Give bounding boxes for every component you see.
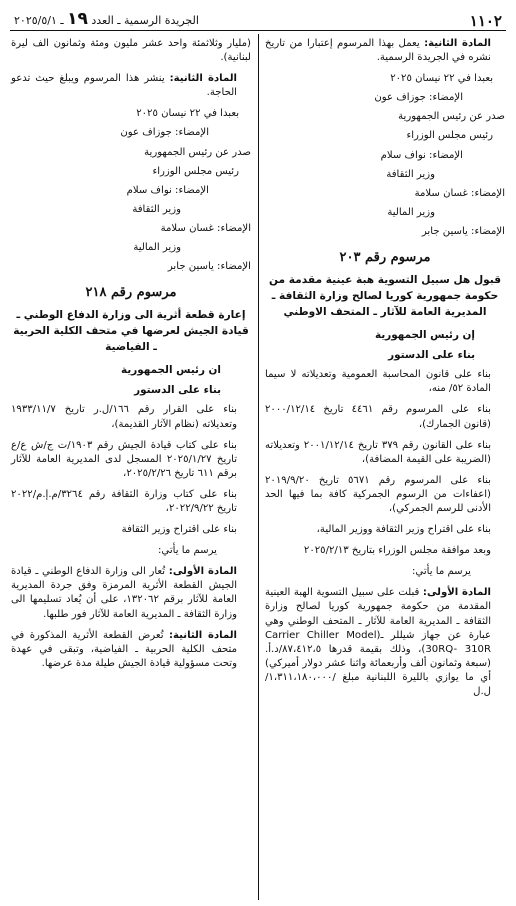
basis-2: بناء على المرسوم رقم ٤٤٦١ تاريخ ٢٠٠٠/١٢/١٤ (قانون الجمارك)،	[265, 404, 491, 430]
basis-5: بناء على اقتراح وزير الثقافة ووزير المالية،	[316, 524, 491, 536]
finance-minister-signature: الإمضاء: ياسين جابر	[421, 225, 505, 237]
issue-number: ١٩	[67, 9, 88, 29]
finance-minister-title: وزير المالية	[387, 206, 435, 218]
decrees-line: يرسم ما يأتي:	[412, 566, 471, 578]
column-divider	[258, 34, 259, 900]
culture-minister-title: وزير الثقافة	[386, 168, 435, 180]
basis-1: بناء على القرار رقم ١٦٦/ل.ر تاريخ ١٩٣٣/١١/٧ وتعديلاته (نظام الآثار القديمة)،	[11, 404, 237, 430]
date-line: بعبدا في ٢٢ نيسان ٢٠٢٥	[136, 108, 239, 120]
culture-minister-title: وزير الثقافة	[132, 203, 181, 215]
basis-6: وبعد موافقة مجلس الوزراء بتاريخ ٢٠٢٥/٢/١٣	[303, 545, 491, 557]
finance-minister-title: وزير المالية	[133, 242, 181, 254]
president-signature: الإمضاء: جوزاف عون	[374, 92, 463, 104]
article-2-label: المادة الثانية:	[169, 73, 237, 85]
left-column	[11, 37, 251, 678]
running-header	[14, 9, 199, 29]
journal-name: الجريدة الرسمية ـ العدد	[91, 14, 199, 27]
article-1-text: قبلت على سبيل التسوية الهبة العينية المقدمة من حكومة جمهورية كوريا لصالح وزارة الثقافة ـ المديرية العامة للآثار ـ المتحف الوطني وهي عبارة عن جهاز شيللر ـ(Carrier Chiller Model 30RQ- 310R)، وذلك بقيمة قدرها ٨٧،٤١٢،٥/د.أ. (سبعة وثمانون ألف وأربعمائة واثنا عشر دولار أميركي) أي ما يوازي بالليرة اللبنانية مبلغ /١،٣١١،١٨٠،٠٠٠/ ل.ل	[265, 587, 491, 697]
signature-block	[11, 107, 251, 274]
issued-by: صدر عن رئيس الجمهورية	[398, 111, 505, 123]
article-2-paragraph	[11, 72, 251, 100]
prime-minister-signature: الإمضاء: نواف سلام	[380, 149, 463, 161]
culture-minister-signature: الإمضاء: غسان سلامة	[414, 187, 505, 199]
culture-minister-signature: الإمضاء: غسان سلامة	[160, 222, 251, 234]
basis-1: بناء على قانون المحاسبة العمومية وتعديلاته لا سيما المادة ٥٢/ منه،	[265, 369, 491, 395]
article-1-paragraph	[11, 565, 251, 621]
article-2b-label: المادة الثانية:	[169, 629, 237, 641]
article-2-text: ينشر هذا المرسوم ويبلغ حيث تدعو الحاجة.	[11, 73, 237, 99]
article-2b-paragraph	[11, 629, 251, 671]
signature-block	[265, 72, 505, 239]
continuation-text: (مليار وثلاثمئة واحد عشر مليون ومئة وثمانون الف ليرة لبنانية).	[11, 38, 251, 64]
article-1-paragraph	[265, 586, 505, 699]
page-number: ١١٠٢	[469, 12, 502, 30]
date-line: بعبدا في ٢٢ نيسان ٢٠٢٥	[390, 73, 493, 85]
decrees-line: يرسم ما يأتي:	[158, 545, 217, 557]
president-heading: ان رئيس الجمهورية	[121, 364, 221, 377]
issued-by: صدر عن رئيس الجمهورية	[144, 146, 251, 158]
decree-subject: إعارة قطعة أثرية الى وزارة الدفاع الوطني ـ قيادة الجيش لعرضها في متحف الكلية الحربية ـ الفياضية	[13, 309, 249, 354]
decree-title: مرسوم رقم ٢٠٣	[339, 250, 431, 266]
article-2b-text: تُعرض القطعة الأثرية المذكورة في متحف الكلية الحربية ـ الفياضية، وتبقى في عهدة وتحت مسؤولية قيادة الجيش طيلة مدة عرضها.	[11, 629, 237, 669]
constitution-heading: بناء على الدستور	[134, 384, 221, 397]
article-1-text: تُعار الى وزارة الدفاع الوطني ـ قيادة الجيش القطعة الأثرية المرمزة وفق جردة المديرية العامة للآثار برقم ١٣٢٠٦٢، على أن يُعاد تسليمها الى وزارة الثقافة ـ المديرية العامة للآثار فور طلبها.	[11, 566, 237, 620]
prime-minister-title: رئيس مجلس الوزراء	[152, 165, 239, 177]
article-1-label: المادة الأولى:	[168, 566, 238, 578]
article-1-label: المادة الأولى:	[422, 587, 491, 599]
basis-2: بناء على كتاب قيادة الجيش رقم ١٩٠٣/ت ج/ش ع/ع تاريخ ٢٠٢٥/١/٢٧ المسجل لدى المديرية العامة للآثار برقم ٦١١ تاريخ ٢٠٢٥/٢/٢٦،	[11, 439, 238, 479]
article-2-label: المادة الثانية:	[424, 38, 491, 49]
article-2-paragraph	[265, 37, 505, 65]
president-heading: إن رئيس الجمهورية	[375, 329, 475, 342]
basis-4: بناء على المرسوم رقم ٥٦٧١ تاريخ ٢٠١٩/٩/٢٠ (اعفاءات من الرسوم الجمركية كافة بما فيها الحد الأدنى للرسم الجمركي)،	[265, 474, 491, 514]
president-signature: الإمضاء: جوزاف عون	[120, 127, 209, 139]
right-column	[265, 37, 505, 706]
issue-date: ـ ٢٠٢٥/٥/١	[14, 14, 64, 27]
decree-subject: قبول هل سبيل التسوية هبة عينية مقدمة من حكومة جمهورية كوريا لصالح وزارة الثقافة ـ المديرية العامة للآثار ـ المتحف الاوطني	[268, 274, 502, 319]
page-header	[14, 6, 502, 28]
basis-4: بناء على اقتراح وزير الثقافة	[121, 524, 237, 536]
article-2-text: يعمل بهذا المرسوم إعتبارا من تاريخ نشره في الجريدة الرسمية.	[265, 38, 491, 64]
prime-minister-title: رئيس مجلس الوزراء	[406, 130, 493, 142]
decree-title: مرسوم رقم ٢١٨	[85, 285, 177, 301]
header-rule	[10, 30, 506, 31]
prime-minister-signature: الإمضاء: نواف سلام	[126, 184, 209, 196]
basis-3: بناء على القانون رقم ٣٧٩ تاريخ ٢٠٠١/١٢/١٤ وتعديلاته (الضريبة على القيمة المضافة)،	[265, 439, 491, 465]
finance-minister-signature: الإمضاء: ياسين جابر	[167, 261, 251, 273]
basis-3: بناء على كتاب وزارة الثقافة رقم ٣٢٦٤/م.إ.م/٢٠٢٢ تاريخ ٢٠٢٢/٩/٢٢،	[11, 488, 237, 514]
constitution-heading: بناء على الدستور	[388, 349, 475, 362]
